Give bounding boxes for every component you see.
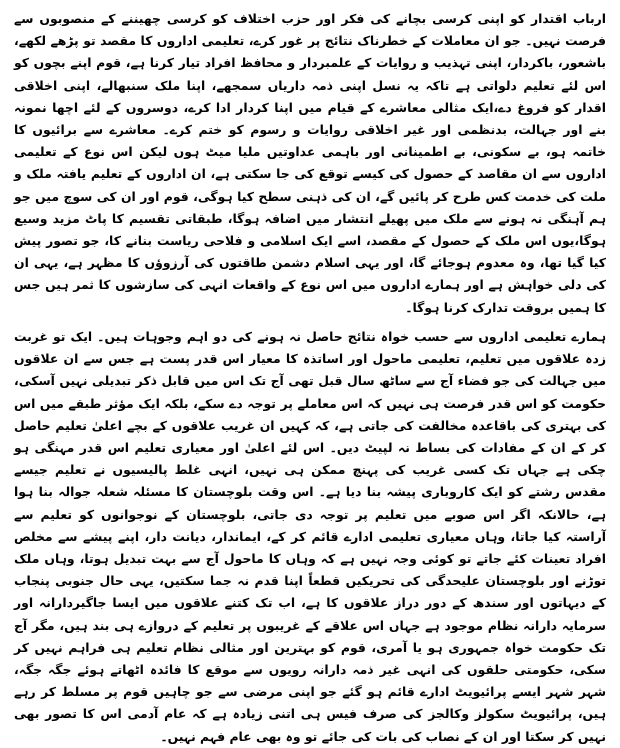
article-paragraph-1: ارباب اقتدار کو اپنی کرسی بچانے کی فکر اور حزب اختلاف کو کرسی چھیننے کے منصوبوں سے فرصت نہیں۔ جو ان معاملات کے خطرناک نتائج پر غور کرے، تعلیمی اداروں کا مقصد تو پڑھے لکھے، باشعور، باکردار، اپنی تہذیب و روایات کے علمبردار و محافظ افراد تیار کرنا ہے، قوم اپنے بچوں کو اس لئے تعلیم دلواتی ہے تاکہ یہ نسل اپنی ذمہ داریاں سمجھے، اپنا ملک سنبھالے، اپنی اخلاقی اقدار کو فروغ دے،ایک مثالی معاشرے کے قیام میں اپنا کردار ادا کرے، دوسروں کے لئے اچھا نمونہ بنے اور جہالت، بدنظمی اور غیر اخلاقی روایات و رسوم کو ختم کرے۔ معاشرے سے برائیوں کا خاتمہ ہو، بے سکونی، بے اطمینانی اور باہمی عداوتیں ملیا میٹ ہوں لیکن اس نوع کے تعلیمی اداروں سے ان مقاصد کے حصول کی کیسے توقع کی جا سکتی ہے، ان اداروں کے تعلیم یافتہ ملک و ملت کی خدمت کس طرح کر پائیں گے، ان کی ذہنی سطح کیا ہوگی، قوم اور ان کی سوچ میں جو ہم آہنگی نہ ہونے سے ملک میں پھیلے انتشار میں اضافہ ہوگا، طبقاتی تقسیم کا پاٹ مزید وسیع ہوگا،یوں اس ملک کے حصول کے مقصد، اسے ایک اسلامی و فلاحی ریاست بنانے کا، جو تصور پیش کیا گیا تھا، وہ معدوم ہوجائے گا، اور یہی اسلام دشمن طاقتوں کی آرزوؤں کا مظہر ہے، یہی ان کی دلی خواہش ہے اور ہمارے اداروں میں اس نوع کے واقعات انہی کی سازشوں کا ثمر ہیں جس کا ہمیں بروقت تدارک کرنا ہوگا۔ [14,11,606,315]
article-paragraph-2: ہمارے تعلیمی اداروں سے حسب خواہ نتائج حاصل نہ ہونے کی دو اہم وجوہات ہیں۔ ایک تو غربت زدہ علاقوں میں تعلیم، تعلیمی ماحول اور اساتذہ کا معیار اس قدر پست ہے جس سے ان علاقوں میں جہالت کی جو فضاء آج سے ساٹھ سال قبل تھی آج تک اس میں قابل ذکر تبدیلی نہیں آسکی، حکومت کو اس قدر فرصت ہی نہیں کہ اس معاملے پر توجہ دے سکے، بلکہ ایک مؤثر طبقے میں اس کی بہتری کی باقاعدہ مخالفت کی جاتی ہے، کہ کہیں ان غریب علاقوں کے بچے اعلیٰ تعلیم حاصل کر کے ان کے مفادات کی بساط نہ لپیٹ دیں۔ اس لئے اعلیٰ اور معیاری تعلیم اس قدر مہنگی ہو چکی ہے جہاں تک کسی غریب کی پہنچ ممکن ہی نہیں، انہی غلط پالیسیوں نے تعلیم جیسے مقدس رشتے کو ایک کاروباری پیشہ بنا دیا ہے۔ اس وقت بلوچستان کا مسئلہ شعلہ جوالہ بنا ہوا ہے، حالانکہ اگر اس صوبے میں تعلیم پر توجہ دی جاتی، بلوچستان کے نوجوانوں کو تعلیم سے آراستہ کیا جاتا، وہاں معیاری تعلیمی ادارے قائم کر کے، ایماندار، دیانت دار، اپنے پیشے سے مخلص افراد تعینات کئے جاتے تو کوئی وجہ نہیں ہے کہ وہاں کا ماحول آج سے بہت تبدیل ہوتا، وہاں ملک توڑنے اور بلوچستان علیحدگی کی تحریکیں قطعاً اپنا قدم نہ جما سکتیں، یہی حال جنوبی پنجاب کے دیہاتوں اور سندھ کے دور دراز علاقوں کا ہے، اب تک کتنے علاقوں میں ایسا جاگیردارانہ اور سرمایہ دارانہ نظام موجود ہے جہاں اس علاقے کے غریبوں پر تعلیم کے دروازے ہی بند ہیں، مگر آج تک حکومت خواہ جمہوری ہو یا آمری، قوم کو بہترین اور مثالی نظام تعلیم ہی فراہم نہیں کر سکی، حکومتی حلقوں کی انہی غیر ذمہ دارانہ رویوں سے موقع کا فائدہ اٹھاتے ہوئے جگہ جگہ، شہر شہر ایسے پرائیویٹ ادارے قائم ہو گئے جو اپنی مرضی سے جو چاہیں قوم پر مسلط کر رہے ہیں، پرائیویٹ سکولز وکالجز کی صرف فیس ہی اتنی زیادہ ہے کہ عام آدمی اس کا تصور بھی نہیں کر سکتا اور ان کے نصاب کی بات کی جائے تو وہ بھی عام فہم نہیں۔ [14,329,606,744]
